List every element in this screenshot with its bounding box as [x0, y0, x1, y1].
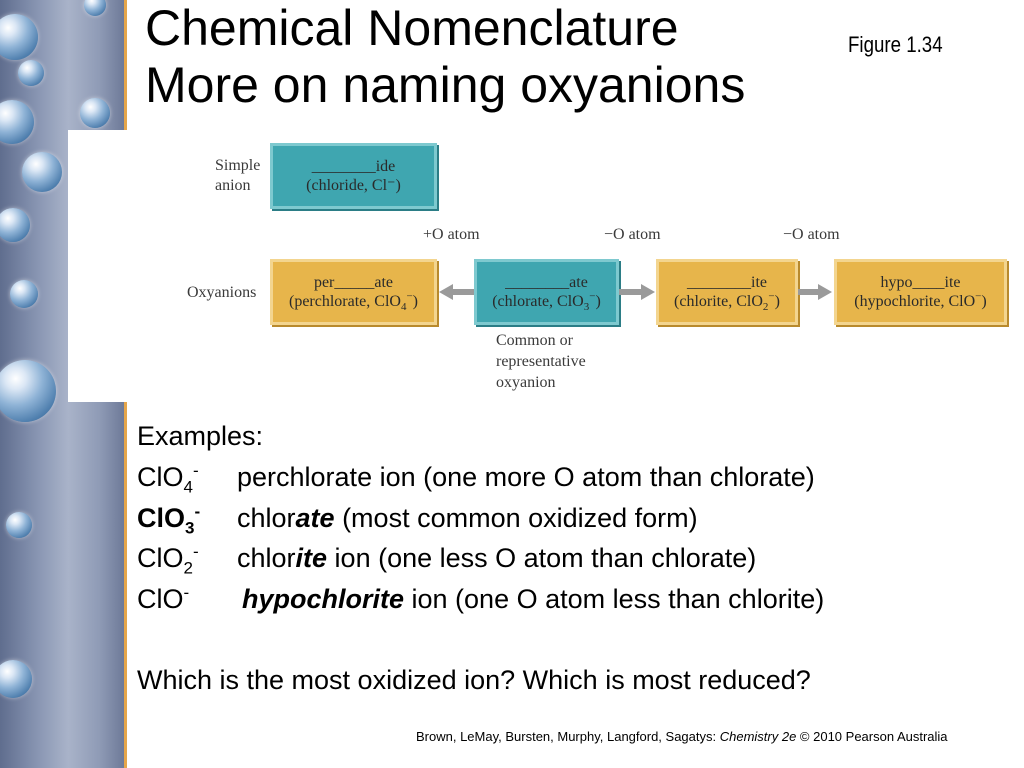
simple-anion-box-line-1: ________ide [311, 158, 396, 175]
description-chlorate [237, 502, 698, 534]
oxyanion-name: (hypochlorite, ClO [854, 293, 976, 310]
superscript: − [406, 290, 413, 303]
bubble-decoration [18, 60, 44, 86]
description-text: perchlorate ion (one more O atom than chlorate) [237, 462, 815, 492]
description-chlorite [237, 542, 756, 574]
atom-label-plus-o: +O atom [423, 226, 480, 243]
formula-perchlorate [137, 461, 199, 497]
formula-hypochlorite [137, 583, 189, 615]
simple-anion-label-line-1: Simple [215, 157, 261, 174]
bubble-decoration [10, 280, 38, 308]
formula-base: ClO [137, 543, 184, 573]
arrow-head-right-icon [641, 284, 655, 300]
description-text: chlor [237, 543, 296, 573]
arrow-to-chlorite [619, 289, 642, 295]
oxyanion-name: (chlorate, ClO [492, 293, 584, 310]
common-oxyanion-label [496, 330, 586, 393]
superscript: − [589, 290, 596, 303]
arrow-head-left-icon [439, 284, 453, 300]
oxyanion-box-line-1: hypo____ite [880, 274, 961, 291]
oxyanion-box-line-1: ________ite [687, 274, 767, 291]
description-text: (most common oxidized form) [334, 503, 698, 533]
description-perchlorate [237, 461, 815, 493]
simple-anion-box [270, 143, 437, 209]
atom-label-minus-o: −O atom [783, 226, 840, 243]
bubble-decoration [0, 360, 56, 422]
closing-paren: ) [412, 293, 418, 310]
formula-charge: - [192, 461, 199, 480]
formula-base: ClO [137, 584, 184, 614]
title-line-1: Chemical Nomenclature [145, 0, 679, 56]
formula-subscript: 3 [185, 518, 195, 538]
closing-paren: ) [595, 293, 601, 310]
oxyanion-box-line-2 [492, 290, 601, 314]
description-emphasis: ate [295, 503, 335, 533]
formula-charge: - [192, 542, 199, 561]
simple-anion-label [215, 156, 260, 196]
description-hypochlorite [242, 583, 824, 615]
examples-heading: Examples: [137, 421, 264, 451]
citation-authors: Brown, LeMay, Bursten, Murphy, Langford, Sagatys: [416, 729, 720, 744]
subscript: 2 [762, 301, 769, 314]
bubble-decoration [0, 208, 30, 242]
simple-anion-label-line-2: anion [215, 177, 251, 194]
arrow-to-perchlorate [452, 289, 474, 295]
oxyanions-label: Oxyanions [187, 284, 257, 301]
oxyanion-box-line-1: per_____ate [313, 274, 394, 291]
formula-subscript: 4 [183, 477, 193, 497]
oxyanion-box-perchlorate [270, 259, 437, 325]
arrow-to-hypochlorite [798, 289, 819, 295]
bubble-decoration [22, 152, 62, 192]
bubble-decoration [84, 0, 106, 16]
oxyanion-box-chlorate [474, 259, 619, 325]
oxyanion-box-line-1: ________ate [505, 274, 588, 291]
bubble-decoration [80, 98, 110, 128]
citation-book-title: Chemistry 2e [719, 729, 797, 744]
formula-chlorite [137, 542, 199, 578]
subscript: 4 [400, 301, 407, 314]
bubble-decoration [0, 100, 34, 144]
description-text: chlor [237, 503, 296, 533]
formula-charge: - [183, 583, 190, 602]
oxyanion-box-chlorite [656, 259, 798, 325]
closing-paren: ) [981, 293, 987, 310]
description-text: ion (one O atom less than chlorite) [404, 584, 825, 614]
formula-chlorate [137, 502, 201, 538]
common-label-line: Common or [496, 332, 573, 349]
formula-charge: - [194, 502, 201, 521]
oxyanion-name: (perchlorate, ClO [289, 293, 401, 310]
figure-label: Figure 1.34 [848, 32, 943, 57]
bubble-decoration [6, 512, 32, 538]
oxyanion-box-line-2 [674, 290, 780, 314]
arrow-head-right-icon [818, 284, 832, 300]
title-line-2: More on naming oxyanions [145, 57, 746, 113]
question-text: Which is the most oxidized ion? Which is most reduced? [137, 665, 811, 695]
oxyanion-box-hypochlorite [834, 259, 1007, 325]
common-label-line: oxyanion [496, 374, 556, 391]
superscript: − [768, 290, 775, 303]
superscript: − [975, 290, 982, 303]
citation [416, 729, 948, 744]
subscript: 3 [583, 301, 590, 314]
common-label-line: representative [496, 353, 586, 370]
page-title [145, 0, 745, 114]
description-text: ion (one less O atom than chlorate) [327, 543, 757, 573]
bubble-decoration [0, 14, 38, 60]
description-emphasis: ite [295, 543, 328, 573]
closing-paren: ) [774, 293, 780, 310]
atom-label-minus-o: −O atom [604, 226, 661, 243]
formula-base: ClO [137, 503, 186, 533]
description-emphasis: hypochlorite [242, 584, 405, 614]
oxyanion-name: (chlorite, ClO [674, 293, 763, 310]
simple-anion-box-line-2: (chloride, Cl⁻) [306, 177, 401, 194]
oxyanion-box-line-2 [289, 290, 418, 314]
oxyanion-box-line-2 [854, 292, 986, 311]
formula-base: ClO [137, 462, 184, 492]
citation-copyright: © 2010 Pearson Australia [796, 729, 948, 744]
bubble-decoration [0, 660, 32, 698]
formula-subscript: 2 [183, 558, 193, 578]
